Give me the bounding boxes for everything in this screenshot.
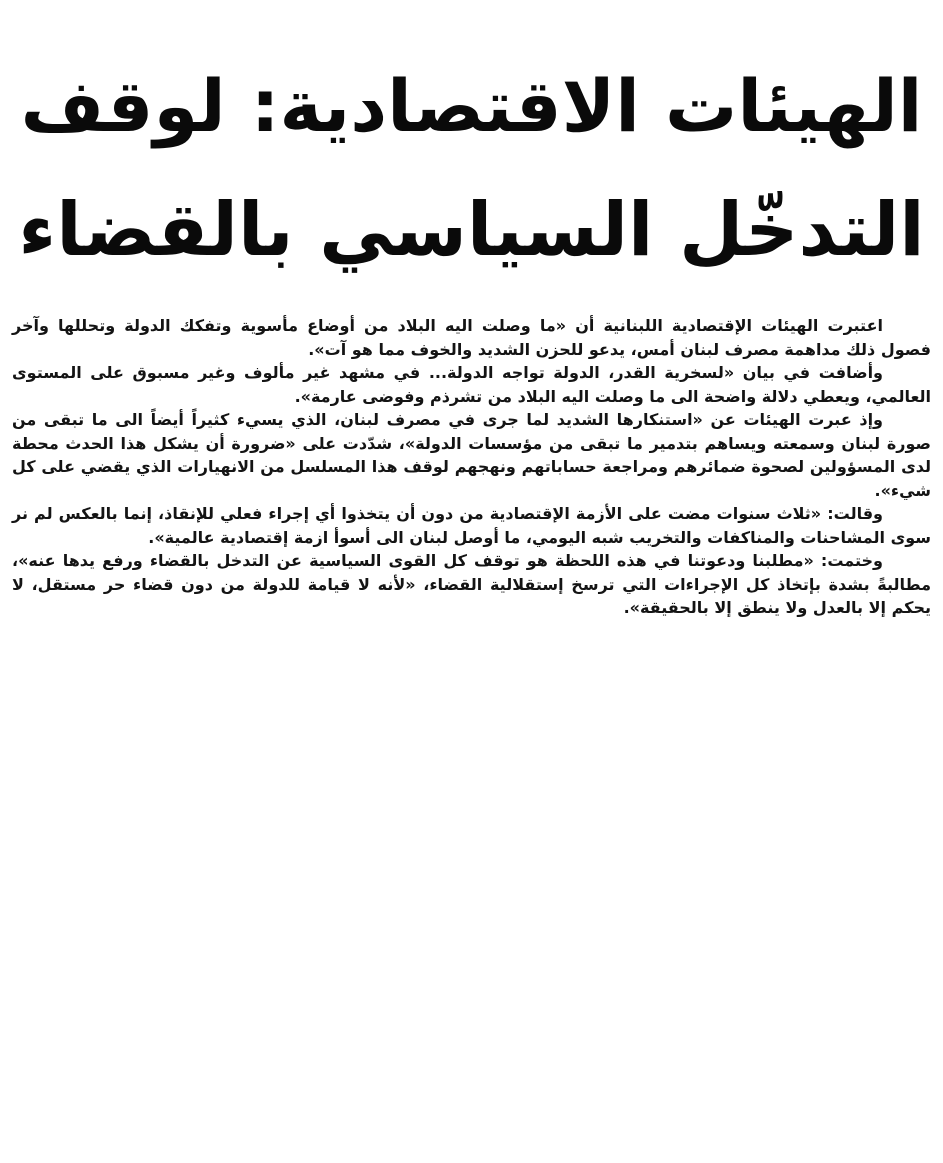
headline-line-2: التدخّل السياسي بالقضاء	[18, 187, 925, 273]
article-headline	[12, 44, 931, 292]
paragraph-5: وختمت: «مطلبنا ودعوتنا في هذه اللحظة هو توقف كل القوى السياسية عن التدخل بالقضاء ورفع يدها عنه»، مطالبةً بشدة بإتخاذ كل الإجراءات التي ترسخ إستقلالية القضاء، «لأنه لا قيامة للدولة من دون قضاء حر مستقل، لا يحكم إلا بالعدل ولا ينطق إلا بالحقيقة».	[12, 551, 931, 618]
paragraph-2: وأضافت في بيان «لسخرية القدر، الدولة تواجه الدولة... في مشهد غير مألوف وغير مسبوق على المستوى العالمي، ويعطي دلالة واضحة الى ما وصلت اليه البلاد من تشرذم وفوضى عارمة».	[12, 363, 931, 406]
headline-line-1: الهيئات الاقتصادية: لوقف	[20, 64, 923, 148]
paragraph-1: اعتبرت الهيئات الإقتصادية اللبنانية أن «ما وصلت اليه البلاد من أوضاع مأسوية وتفكك الدولة وتحللها وآخر فصول ذلك مداهمة مصرف لبنان أمس، يدعو للحزن الشديد والخوف مما هو آت».	[12, 316, 931, 359]
paragraph-3: وإذ عبرت الهيئات عن «استنكارها الشديد لما جرى في مصرف لبنان، الذي يسيء كثيراً أيضاً الى ما تبقى من صورة لبنان وسمعته ويساهم بتدمير ما تبقى من مؤسسات الدولة»، شدّدت على «ضرورة أن يشكل هذا الحدث محطة لدى المسؤولين لصحوة ضمائرهم ومراجعة حساباتهم ونهجهم لوقف هذا المسلسل من الانهيارات الذي يقضي على كل شيء».	[12, 410, 931, 500]
paragraph-4: وقالت: «ثلاث سنوات مضت على الأزمة الإقتصادية من دون أن يتخذوا أي إجراء فعلي للإنقاذ، إنما بالعكس لم نر سوى المشاحنات والمناكفات والتخريب شبه اليومي، ما أوصل لبنان الى أسوأ ازمة إقتصادية عالمية».	[12, 504, 931, 547]
article-body	[12, 314, 931, 620]
